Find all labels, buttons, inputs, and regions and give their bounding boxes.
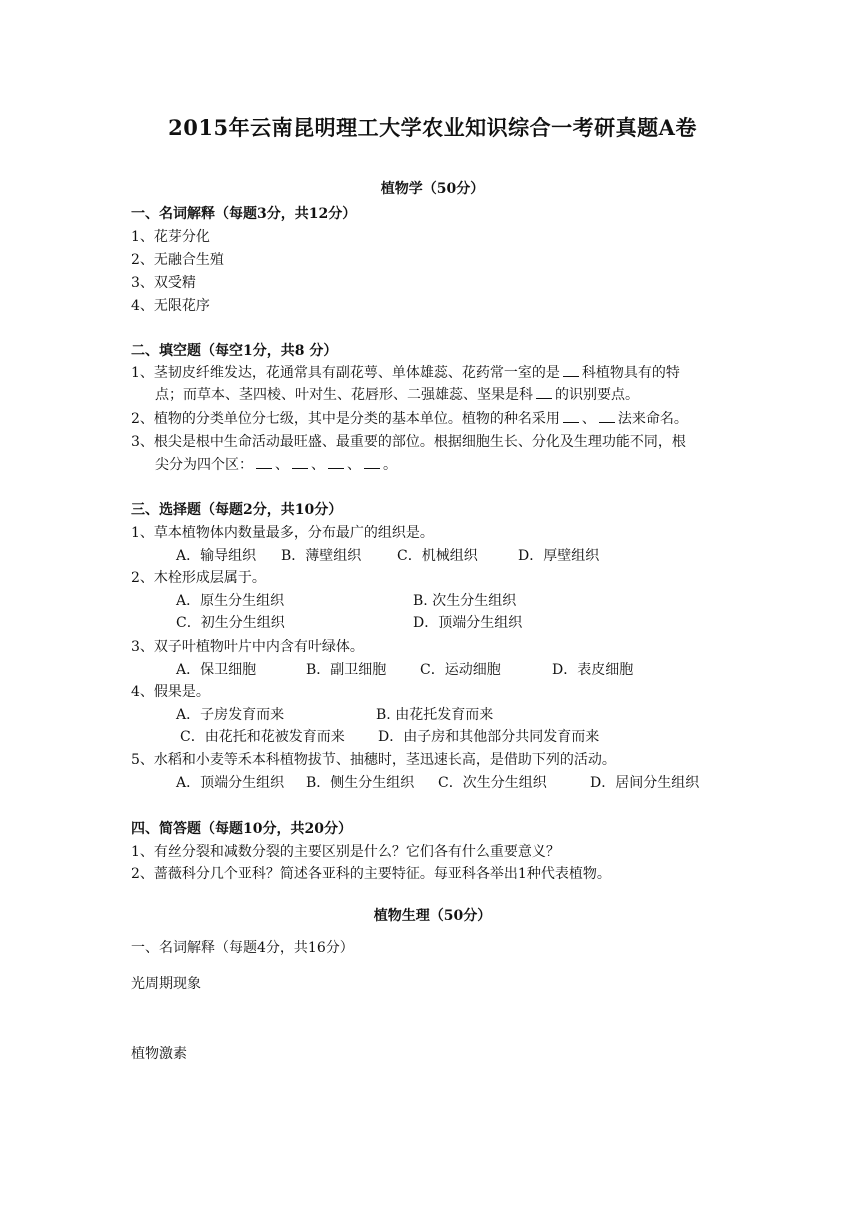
list-item: 1、花芽分化 [131, 229, 210, 245]
list-item: 2、蔷薇科分几个亚科？简述各亚科的主要特征。每亚科各举出1种代表植物。 [131, 866, 611, 882]
option: D．顶端分生组织 [413, 615, 523, 631]
option: A．保卫细胞 [176, 662, 257, 678]
answer-blank [599, 410, 615, 423]
fill-question-2 [131, 408, 688, 428]
list-item: 1、有丝分裂和减数分裂的主要区别是什么？它们各有什么重要意义？ [131, 844, 560, 860]
choice-question-4: 4、假果是。 [131, 684, 210, 700]
question-text: 科植物具有的特 [581, 365, 680, 381]
option: B．侧生分生组织 [306, 775, 415, 791]
question-text: 尖分为四个区： [155, 457, 253, 473]
section-1-title: 一、名词解释（每题3分，共12分） [131, 206, 357, 222]
answer-blank [536, 386, 552, 399]
list-item: 2、无融合生殖 [131, 252, 224, 268]
option: A．子房发育而来 [176, 707, 285, 723]
list-item: 4、无限花序 [131, 298, 210, 314]
fill-question-3-line-2 [155, 454, 397, 474]
question-text: 点；而草本、茎四棱、叶对生、花唇形、二强雄蕊、坚果是科 [155, 387, 533, 403]
answer-blank [256, 456, 272, 469]
fill-question-1-line-2 [155, 384, 639, 404]
option: D．由子房和其他部分共同发育而来 [378, 729, 600, 745]
option: B. 由花托发育而来 [376, 707, 494, 723]
choice-question-3: 3、双子叶植物叶片中内含有叶绿体。 [131, 639, 364, 655]
option: B. 次生分生组织 [413, 593, 517, 609]
option: B．薄壁组织 [281, 548, 362, 564]
question-text: 法来命名。 [617, 411, 688, 427]
page-title: 2015年云南昆明理工大学农业知识综合一考研真题A卷 [168, 115, 697, 140]
option: A．输导组织 [176, 548, 257, 564]
answer-blank [292, 456, 308, 469]
option: D．表皮细胞 [552, 662, 634, 678]
option: A．顶端分生组织 [176, 775, 285, 791]
fill-question-3-line-1: 3、根尖是根中生命活动最旺盛、最重要的部位。根据细胞生长、分化及生理功能不同，根 [131, 434, 686, 450]
answer-blank [563, 410, 579, 423]
answer-blank [563, 364, 579, 377]
option: C．次生分生组织 [438, 775, 547, 791]
separator: 、 [347, 457, 361, 473]
question-end: 。 [383, 457, 397, 473]
option: C．初生分生组织 [176, 615, 285, 631]
list-item: 植物激素 [131, 1046, 187, 1062]
option: B．副卫细胞 [306, 662, 387, 678]
physiology-heading: 植物生理（50分） [373, 908, 492, 924]
fill-question-1-line-1 [131, 362, 680, 382]
option: D．厚壁组织 [518, 548, 600, 564]
answer-blank [328, 456, 344, 469]
separator: 、 [311, 457, 325, 473]
option: C．机械组织 [397, 548, 478, 564]
option: C．运动细胞 [420, 662, 501, 678]
section-3-title: 三、选择题（每题2分，共10分） [131, 502, 343, 518]
option: A．原生分生组织 [176, 593, 285, 609]
botany-heading: 植物学（50分） [380, 181, 485, 197]
option: C．由花托和花被发育而来 [180, 729, 345, 745]
list-item: 3、双受精 [131, 275, 196, 291]
section-2-title: 二、填空题（每空1分，共8 分） [131, 343, 338, 359]
separator: 、 [275, 457, 289, 473]
choice-question-5: 5、水稻和小麦等禾本科植物拔节、抽穗时，茎迅速长高，是借助下列的活动。 [131, 752, 616, 768]
section-4-title: 四、简答题（每题10分，共20分） [131, 821, 352, 837]
option: D．居间分生组织 [590, 775, 700, 791]
question-text: 1、茎韧皮纤维发达，花通常具有副花萼、单体雄蕊、花药常一室的是 [131, 365, 560, 381]
question-text: 2、植物的分类单位分七级，其中是分类的基本单位。植物的种名采用 [131, 411, 560, 427]
answer-blank [364, 456, 380, 469]
choice-question-1: 1、草本植物体内数量最多，分布最广的组织是。 [131, 525, 434, 541]
question-text: 的识别要点。 [555, 387, 639, 403]
physiology-section-1-title: 一、名词解释（每题4分，共16分） [131, 940, 354, 956]
list-item: 光周期现象 [131, 976, 201, 992]
choice-question-2: 2、木栓形成层属于。 [131, 570, 266, 586]
separator: 、 [581, 411, 596, 427]
